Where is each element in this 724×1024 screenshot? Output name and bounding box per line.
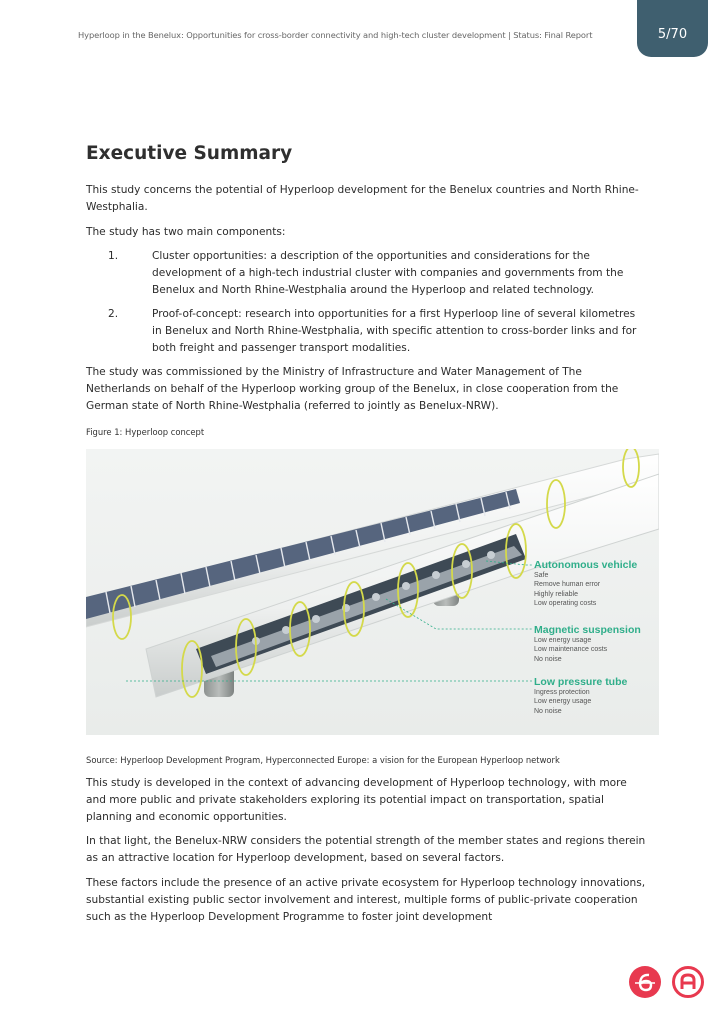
label-autonomous-vehicle: Autonomous vehicle Safe Remove human error Highly reliable Low operating costs <box>534 559 659 608</box>
commission-paragraph: The study was commissioned by the Ministry of Infrastructure and Water Management of The Netherlands on behalf of the Hyperloop working group of the Benelux, in close cooperation from the German state of North Rhine-Westphalia (referred to jointly as Benelux-NRW). <box>86 366 619 412</box>
a-logo-icon <box>675 969 701 995</box>
figure-caption: Figure 1: Hyperloop concept <box>86 427 205 437</box>
brand-logo-icon <box>629 966 661 998</box>
partner-logo-icon <box>672 966 704 998</box>
label-title: Autonomous vehicle <box>534 559 638 571</box>
list-number: 2. <box>108 308 119 320</box>
page-number-tab: 5/70 <box>637 0 708 57</box>
label-magnetic-suspension: Magnetic suspension Low energy usage Low maintenance costs No noise <box>534 624 659 664</box>
factors-paragraph: These factors include the presence of an active private ecosystem for Hyperloop technology innovations, substantial existing public sector involvement and interest, multiple forms of public-private cooperation such as the Hyperloop Development Programme to foster joint development <box>86 877 646 923</box>
figure-source: Source: Hyperloop Development Program, Hyperconnected Europe: a vision for the European Hyperloop network <box>86 755 560 765</box>
list-item-cluster: Cluster opportunities: a description of the opportunities and considerations for the development of a high-tech industrial cluster with companies and governments from the Benelux and North Rhine-Westphalia around the Hyperloop and related technology. <box>152 250 624 296</box>
context-paragraph: This study is developed in the context of advancing development of Hyperloop technology, with more and more public and private stakeholders exploring its potential impact on transportation, spatial planning and economic opportunities. <box>86 777 627 823</box>
hyperloop-concept-figure <box>86 449 659 735</box>
strength-paragraph: In that light, the Benelux-NRW considers the potential strength of the member states and regions therein as an attractive location for Hyperloop development, based on several factors. <box>86 835 646 864</box>
intro-paragraph: This study concerns the potential of Hyperloop development for the Benelux countries and North Rhine-Westphalia. <box>86 184 639 213</box>
six-logo-icon <box>629 966 661 998</box>
label-title: Magnetic suspension <box>534 624 641 636</box>
label-low-pressure-tube: Low pressure tube Ingress protection Low energy usage No noise <box>534 676 659 716</box>
section-title: Executive Summary <box>86 143 293 164</box>
label-title: Low pressure tube <box>534 676 628 688</box>
list-number: 1. <box>108 250 119 262</box>
list-item-proof-of-concept: Proof-of-concept: research into opportunities for a first Hyperloop line of several kilometres in Benelux and North Rhine-Westphalia, with specific attention to cross-border links and for both freight and passenger transport modalities. <box>152 308 637 354</box>
components-lead: The study has two main components: <box>86 226 286 238</box>
running-header: Hyperloop in the Benelux: Opportunities for cross-border connectivity and high-tech cluster development | Status: Final Report <box>78 30 593 40</box>
